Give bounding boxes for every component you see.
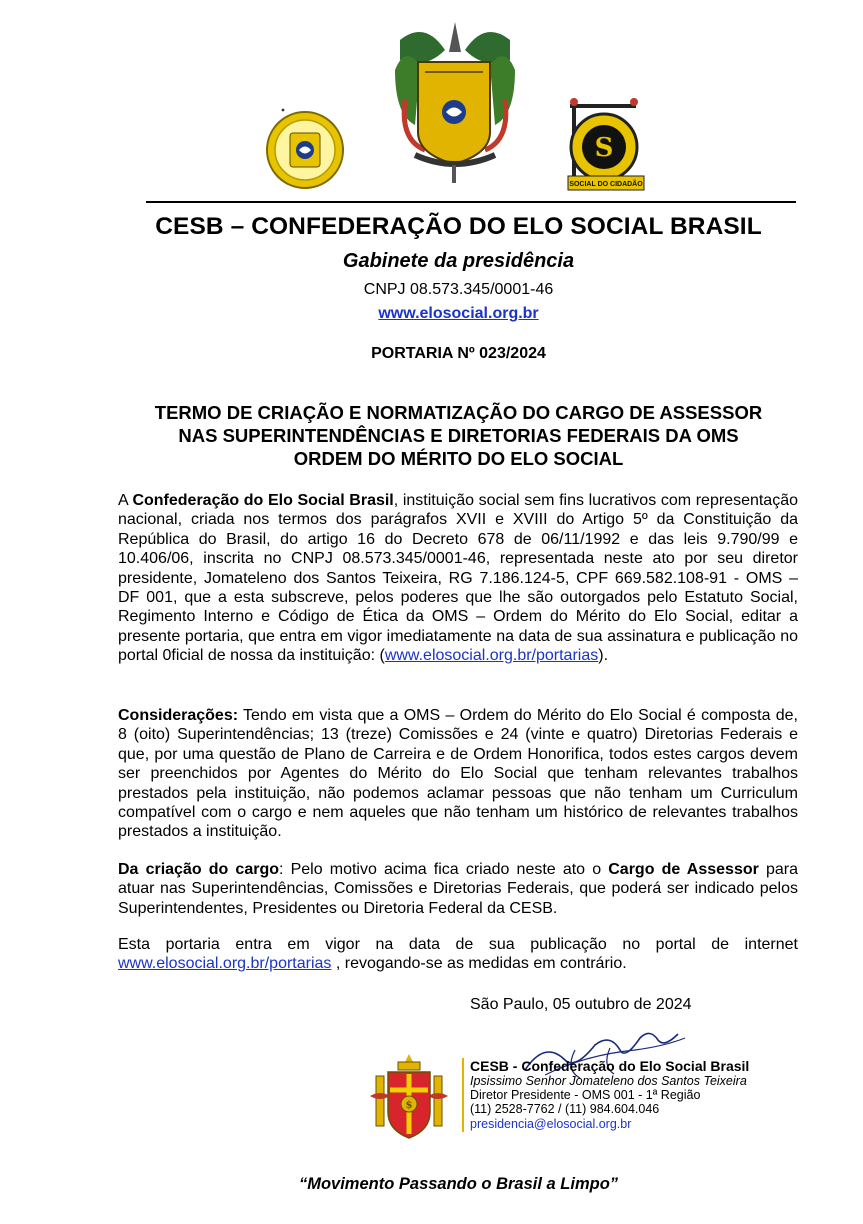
paragraph-vigor [118,935,798,974]
paragraph-consideracoes [118,706,798,842]
document-heading [100,401,817,470]
vigor-portarias-link[interactable]: www.elosocial.org.br/portarias [118,955,332,973]
signature-org: CESB - Confederação do Elo Social Brasil [470,1058,750,1074]
paragraph-intro [118,491,798,666]
heading-line-1: TERMO DE CRIAÇÃO E NORMATIZAÇÃO DO CARGO DE ASSESSOR [154,402,763,423]
consideracoes-body: Tendo em vista que a OMS – Ordem do Mérito do Elo Social é composta de, 8 (oito) Superintendências; 13 (treze) Comissões e 24 (vinte e quatro) Diretorias Federais e que, por uma questão de Plano de Carreira e de Ordem Honorifica, todos estes cargos devem ser preenchidos por Agentes do Mérito do Elo Social que tenham relevantes trabalhos prestados pela instituição, não podemos aclamar pessoas que não tenham um Curriculum compatível com o cargo e nem aqueles que não tenham um histórico de relevantes trabalhos prestados a instituição. [118,707,798,841]
office-subtitle: Gabinete da presidência [342,250,575,272]
center-crest-logo [395,22,515,183]
website-line [100,305,817,323]
signature-honorific: Ipsissimo Senhor Jomateleno dos Santos Teixeira [470,1074,747,1088]
coat-of-arms-seal [368,1052,450,1142]
signature-block [470,1058,749,1131]
intro-suffix: ). [598,647,609,665]
portaria-number: PORTARIA Nº 023/2024 [371,345,546,362]
criacao-body-a: : Pelo motivo acima fica criado neste ato o [279,861,609,878]
svg-text:S: S [594,133,614,163]
organization-title: CESB – CONFEDERAÇÃO DO ELO SOCIAL BRASIL [155,213,762,240]
right-emblem-logo [568,98,644,190]
signature-phones: (11) 2528-7762 / (11) 984.604.046 [470,1102,660,1117]
svg-text:$: $ [405,1100,413,1111]
left-emblem-logo [267,109,343,188]
header-divider [146,201,796,203]
intro-prefix: A [118,492,133,509]
intro-portarias-link[interactable]: www.elosocial.org.br/portarias [384,647,599,665]
criacao-label: Da criação do cargo [118,861,280,878]
heading-line-3: ORDEM DO MÉRITO DO ELO SOCIAL [293,448,624,469]
vigor-body-a: Esta portaria entra em vigor na data de sua publicação no portal de internet [118,936,798,953]
criacao-body-b: para atuar nas Superintendências, Comissões e Diretorias Federais, que poderá ser indicado pelos Superintendentes, Presidentes ou Diretoria Federal da CESB. [118,861,799,917]
cnpj-number: CNPJ 08.573.345/0001-46 [363,281,554,298]
header-logos [0,0,863,200]
signature-role: Diretor Presidente - OMS 001 - 1ª Região [470,1088,701,1103]
intro-org-name: Confederação do Elo Social Brasil [132,492,394,509]
signature-email[interactable]: presidencia@elosocial.org.br [470,1116,632,1131]
website-link[interactable]: www.elosocial.org.br [378,305,539,322]
intro-body: , instituição social sem fins lucrativos com representação nacional, criada nos termos dos parágrafos XVII e XVIII do Artigo 5º da Constituição da República do Brasil, do artigo 16 do Decreto 678 de 06/11/1992 e das leis 9.790/99 e 10.406/06, inscrita no CNPJ 08.573.345/0001-46, representada neste ato por seu diretor presidente, Jomateleno dos Santos Teixeira, RG 7.186.124-5, CPF 669.582.108-91 - OMS – DF 001, que a esta subscreve, pelos poderes que lhe são outorgados pelo Estatuto Social, Regimento Interno e Código de Ética da OMS – Ordem do Mérito do Elo Social, editar a presente portaria, que entra em vigor imediatamente na data de sua assinatura e publicação no portal 0ficial de nossa da instituição: ( [118,492,799,665]
paragraph-criacao [118,860,798,918]
heading-line-2: NAS SUPERINTENDÊNCIAS E DIRETORIAS FEDERAIS DA OMS [178,425,739,446]
footer-motto: “Movimento Passando o Brasil a Limpo” [298,1175,619,1193]
date-line: São Paulo, 05 outubro de 2024 [470,996,692,1013]
consideracoes-label: Considerações: [118,707,239,724]
signature-divider [462,1058,464,1132]
right-badge-label: SOCIAL DO CIDADÃO [569,181,643,188]
criacao-cargo: Cargo de Assessor [608,861,759,878]
vigor-body-b: , revogando-se as medidas em contrário. [331,955,627,973]
